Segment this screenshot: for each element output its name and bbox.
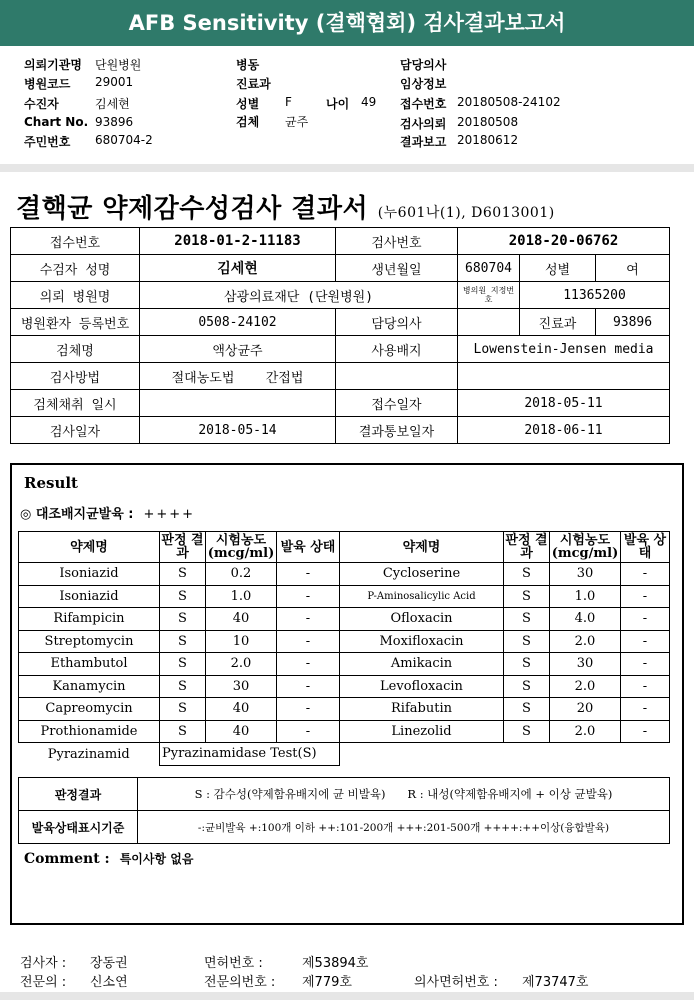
conc: 40 [206, 608, 277, 631]
info-value: 균주 [285, 115, 309, 129]
info-label: 검사의뢰 [400, 117, 447, 131]
info-label: 임상정보 [400, 77, 447, 91]
conc: 30 [550, 563, 621, 586]
info-label: Chart No. [24, 115, 89, 129]
doctor-license-no: 제73747호 [522, 975, 589, 990]
info-value: 29001 [95, 75, 134, 89]
conc: 0.2 [206, 563, 277, 586]
conc: 4.0 [550, 608, 621, 631]
growth: - [621, 653, 670, 676]
reception-no: 2018-01-2-11183 [140, 228, 336, 255]
growth: - [277, 630, 340, 653]
collect-date [140, 390, 336, 417]
judge-legend [138, 778, 670, 811]
table-row [19, 675, 670, 698]
drug-name: Capreomycin [19, 698, 160, 721]
label-receipt-date: 접수일자 [336, 390, 458, 417]
growth: - [277, 653, 340, 676]
growth: - [621, 585, 670, 608]
info-label: 의뢰기관명 [24, 58, 82, 72]
empty-cell [336, 363, 458, 390]
medium: Lowenstein-Jensen media [458, 336, 670, 363]
conc: 40 [206, 698, 277, 721]
label-hospital-code: 병의원 지정번호 [458, 282, 520, 309]
header-drug: 약제명 [340, 532, 504, 563]
conc: 20 [550, 698, 621, 721]
drug-name: Isoniazid [19, 563, 160, 586]
document-code: (누601나(1), D6013001) [377, 205, 555, 221]
comment-label: Comment : [24, 851, 110, 867]
info-value-age: 49 [361, 95, 377, 109]
header-growth: 발육 상태 [277, 532, 340, 563]
info-label-age: 나이 [326, 97, 350, 111]
drug-name: Ofloxacin [340, 608, 504, 631]
label-report-date: 결과통보일자 [336, 417, 458, 444]
growth: - [277, 698, 340, 721]
growth-legend-label: 발육상태표시기준 [19, 811, 138, 844]
comment [24, 850, 193, 867]
info-value: F [285, 95, 292, 109]
label-sex: 성별 [520, 255, 596, 282]
info-label: 수진자 [24, 97, 59, 111]
document-title-text: 결핵균 약제감수성검사 결과서 [16, 194, 369, 224]
test-no: 2018-20-06762 [458, 228, 670, 255]
drug-name: Prothionamide [19, 720, 160, 743]
growth-legend: -:균비발육 +:100개 이하 ++:101-200개 +++:201-500개 ++++:++이상(융합발육) [138, 811, 670, 844]
label-method: 검사방법 [11, 363, 140, 390]
info-label: 검체 [236, 115, 260, 129]
patient-name: 김세현 [140, 255, 336, 282]
tester-label: 검사자 : [20, 956, 67, 971]
growth: - [277, 563, 340, 586]
info-label: 결과보고 [400, 135, 447, 149]
header-growth: 발육 상태 [621, 532, 670, 563]
judge: S [504, 698, 550, 721]
conc: 30 [206, 675, 277, 698]
growth: - [277, 608, 340, 631]
hospital-name: 삼광의료재단 (단원병원) [140, 282, 458, 309]
conc: 40 [206, 720, 277, 743]
result-heading: Result [24, 474, 78, 492]
report-date: 2018-06-11 [458, 417, 670, 444]
report-banner-title: AFB Sensitivity (결핵협회) 검사결과보고서 [0, 0, 694, 46]
header-judge: 판정 결과 [505, 533, 548, 561]
info-label: 주민번호 [24, 135, 71, 149]
info-label: 성별 [236, 97, 260, 111]
judge: S [504, 720, 550, 743]
pyrazinamid-result: Pyrazinamidase Test(S) [160, 743, 340, 766]
doctor [458, 309, 520, 336]
conc: 2.0 [550, 630, 621, 653]
drug-name: Rifabutin [340, 698, 504, 721]
table-row [19, 608, 670, 631]
conc: 2.0 [550, 720, 621, 743]
divider-bar [0, 164, 694, 172]
control-growth [20, 503, 195, 522]
judge-legend-r: R : 내성(약제함유배지에 + 이상 균발육) [407, 787, 613, 801]
info-value: 20180508 [457, 115, 519, 129]
hospital-code: 11365200 [520, 282, 670, 309]
legend-table [18, 777, 670, 844]
header-conc: 시험농도 (mcg/ml) [206, 532, 277, 563]
specimen-info-table [10, 227, 670, 444]
info-label: 진료과 [236, 77, 271, 91]
test-date: 2018-05-14 [140, 417, 336, 444]
drug-name: Levofloxacin [340, 675, 504, 698]
judge: S [504, 653, 550, 676]
info-value: 20180508-24102 [457, 95, 561, 109]
judge: S [160, 720, 206, 743]
info-label: 담당의사 [400, 58, 447, 72]
method [140, 363, 336, 390]
table-row [19, 585, 670, 608]
judge: S [160, 585, 206, 608]
label-birth: 생년월일 [336, 255, 458, 282]
growth: - [621, 675, 670, 698]
method-2: 간접법 [265, 370, 304, 386]
empty-cell [340, 743, 670, 766]
judge: S [504, 585, 550, 608]
judge: S [504, 630, 550, 653]
label-doctor: 담당의사 [336, 309, 458, 336]
department: 93896 [596, 309, 670, 336]
label-registration-no: 병원환자 등록번호 [11, 309, 140, 336]
label-medium: 사용배지 [336, 336, 458, 363]
drug-name: Amikacin [340, 653, 504, 676]
drug-name: Streptomycin [19, 630, 160, 653]
bottom-bar [0, 992, 694, 1000]
drug-name: Ethambutol [19, 653, 160, 676]
table-row [19, 653, 670, 676]
label-department: 진료과 [520, 309, 596, 336]
drug-name: Cycloserine [340, 563, 504, 586]
label-hospital: 의뢰 병원명 [11, 282, 140, 309]
drug-name: Isoniazid [19, 585, 160, 608]
label-specimen: 검체명 [11, 336, 140, 363]
specialist-no-label: 전문의번호 : [204, 975, 276, 990]
conc: 2.0 [206, 653, 277, 676]
judge: S [504, 675, 550, 698]
growth: - [277, 585, 340, 608]
header-drug: 약제명 [19, 532, 160, 563]
judge: S [160, 630, 206, 653]
label-patient-name: 수검자 성명 [11, 255, 140, 282]
table-row [19, 720, 670, 743]
info-value: 단원병원 [95, 58, 142, 72]
judge: S [160, 563, 206, 586]
patient-info-header [0, 46, 694, 166]
specialist-name: 신소연 [90, 975, 128, 990]
growth: - [277, 675, 340, 698]
sex: 여 [596, 255, 670, 282]
doctor-license-label: 의사면허번호 : [414, 975, 498, 990]
label-test-date: 검사일자 [11, 417, 140, 444]
growth: - [277, 720, 340, 743]
judge: S [160, 698, 206, 721]
label-collect-date: 검체채취 일시 [11, 390, 140, 417]
birth-date: 680704 [458, 255, 520, 282]
header-conc: 시험농도 (mcg/ml) [550, 532, 621, 563]
judge: S [504, 608, 550, 631]
table-row [19, 563, 670, 586]
table-row [19, 698, 670, 721]
info-label: 접수번호 [400, 97, 447, 111]
control-growth-value: ++++ [143, 507, 196, 522]
info-value: 김세현 [95, 97, 130, 111]
specimen: 액상균주 [140, 336, 336, 363]
drug-name: Rifampicin [19, 608, 160, 631]
judge-legend-s: S : 감수성(약제함유배지에 균 비발육) [194, 787, 386, 801]
info-value: 93896 [95, 115, 134, 129]
comment-text: 특이사항 없음 [119, 852, 194, 866]
info-value: 680704-2 [95, 133, 153, 147]
drug-name: P-Aminosalicylic Acid [340, 585, 504, 608]
label-reception-no: 접수번호 [11, 228, 140, 255]
specialist-label: 전문의 : [20, 975, 67, 990]
tester-name: 장동권 [90, 956, 128, 971]
empty-cell [458, 363, 670, 390]
pyrazinamid-name: Pyrazinamid [19, 743, 160, 766]
conc: 1.0 [206, 585, 277, 608]
drug-susceptibility-table [18, 531, 670, 766]
table-row [19, 630, 670, 653]
growth: - [621, 608, 670, 631]
judge: S [160, 675, 206, 698]
growth: - [621, 630, 670, 653]
registration-no: 0508-24102 [140, 309, 336, 336]
conc: 2.0 [550, 675, 621, 698]
drug-name: Moxifloxacin [340, 630, 504, 653]
drug-name: Linezolid [340, 720, 504, 743]
info-label: 병동 [236, 58, 260, 72]
judge: S [160, 608, 206, 631]
specialist-no: 제779호 [302, 975, 352, 990]
drug-name: Kanamycin [19, 675, 160, 698]
license-no: 제53894호 [302, 956, 369, 971]
judge: S [504, 563, 550, 586]
document-title [16, 188, 555, 225]
judge-legend-label: 판정결과 [19, 778, 138, 811]
growth: - [621, 698, 670, 721]
growth: - [621, 720, 670, 743]
pyrazinamid-row [19, 743, 670, 766]
receipt-date: 2018-05-11 [458, 390, 670, 417]
control-growth-label: ◎ 대조배지균발육 : [20, 507, 134, 522]
header-judge: 판정 결과 [161, 533, 204, 561]
judge: S [160, 653, 206, 676]
info-value: 20180612 [457, 133, 519, 147]
label-test-no: 검사번호 [336, 228, 458, 255]
conc: 10 [206, 630, 277, 653]
growth: - [621, 563, 670, 586]
license-label: 면허번호 : [204, 956, 263, 971]
info-label: 병원코드 [24, 77, 71, 91]
method-1: 절대농도법 [171, 370, 235, 386]
conc: 1.0 [550, 585, 621, 608]
conc: 30 [550, 653, 621, 676]
